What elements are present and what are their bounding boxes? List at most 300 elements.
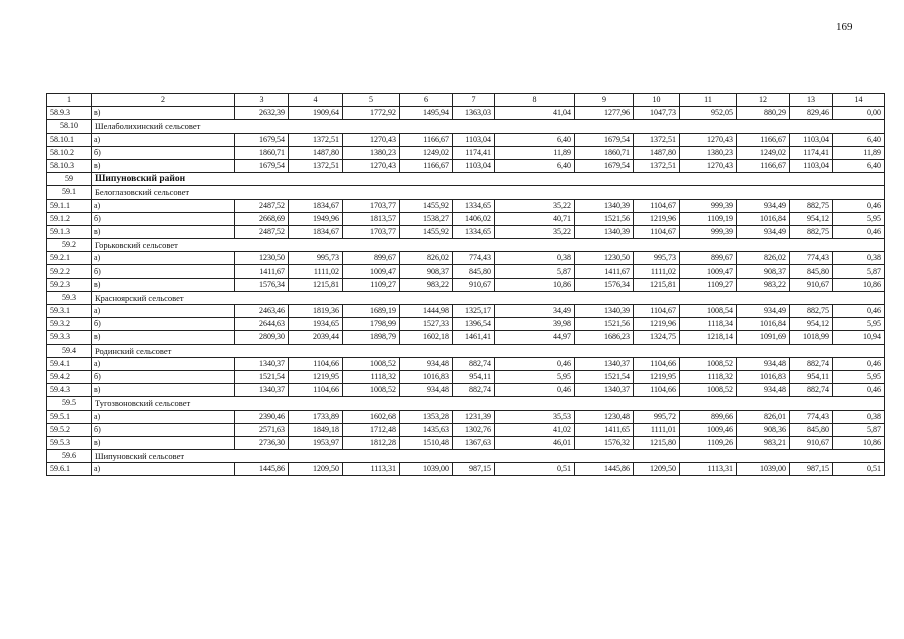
value-cell: 2039,44	[289, 331, 343, 344]
row-mark: б)	[92, 146, 235, 159]
section-row	[47, 186, 885, 199]
value-cell: 1487,80	[289, 146, 343, 159]
value-cell: 934,48	[400, 384, 453, 397]
value-cell: 1219,96	[634, 318, 680, 331]
row-code: 58.10.2	[47, 146, 92, 159]
row-code: 59.2.3	[47, 278, 92, 291]
value-cell: 1521,54	[235, 370, 289, 383]
table-row	[47, 159, 885, 172]
value-cell: 0,46	[833, 199, 885, 212]
value-cell: 954,11	[453, 370, 495, 383]
value-cell: 1576,34	[235, 278, 289, 291]
value-cell: 1363,03	[453, 107, 495, 120]
value-cell: 826,02	[400, 252, 453, 265]
value-cell: 954,11	[790, 370, 833, 383]
value-cell: 2809,30	[235, 331, 289, 344]
table-row	[47, 423, 885, 436]
row-mark: в)	[92, 331, 235, 344]
value-cell: 1091,69	[737, 331, 790, 344]
row-mark: в)	[92, 107, 235, 120]
table-row	[47, 225, 885, 238]
value-cell: 1113,31	[680, 463, 737, 476]
value-cell: 987,15	[453, 463, 495, 476]
section-title: Шелаболихинский сельсовет	[92, 120, 885, 133]
value-cell: 899,66	[680, 410, 737, 423]
district-title: Шипуновский район	[92, 173, 885, 186]
value-cell: 1380,23	[680, 146, 737, 159]
header-cell: 5	[343, 94, 400, 107]
table-row	[47, 318, 885, 331]
section-row	[47, 450, 885, 463]
value-cell: 1230,50	[235, 252, 289, 265]
value-cell: 1008,52	[680, 357, 737, 370]
value-cell: 1602,18	[400, 331, 453, 344]
value-cell: 1703,77	[343, 199, 400, 212]
value-cell: 880,29	[737, 107, 790, 120]
section-row	[47, 239, 885, 252]
value-cell: 0,46	[495, 384, 575, 397]
value-cell: 1686,23	[575, 331, 634, 344]
value-cell: 0,46	[833, 305, 885, 318]
value-cell: 1249,02	[400, 146, 453, 159]
value-cell: 1104,66	[289, 357, 343, 370]
value-cell: 1703,77	[343, 225, 400, 238]
value-cell: 5,95	[833, 212, 885, 225]
value-cell: 934,48	[737, 357, 790, 370]
value-cell: 39,98	[495, 318, 575, 331]
value-cell: 954,12	[790, 318, 833, 331]
value-cell: 1104,67	[634, 199, 680, 212]
value-cell: 1111,01	[634, 423, 680, 436]
row-code: 58.10.3	[47, 159, 92, 172]
value-cell: 1495,94	[400, 107, 453, 120]
section-row	[47, 397, 885, 410]
row-code: 59.4.1	[47, 357, 92, 370]
value-cell: 0,38	[495, 252, 575, 265]
value-cell: 1455,92	[400, 199, 453, 212]
value-cell: 954,12	[790, 212, 833, 225]
row-code: 59.5.1	[47, 410, 92, 423]
row-code: 58.9.3	[47, 107, 92, 120]
value-cell: 1406,02	[453, 212, 495, 225]
section-title: Шипуновский сельсовет	[92, 450, 885, 463]
value-cell: 0,38	[833, 252, 885, 265]
value-cell: 1372,51	[634, 159, 680, 172]
value-cell: 1812,28	[343, 436, 400, 449]
value-cell: 1104,66	[634, 384, 680, 397]
value-cell: 5,95	[833, 370, 885, 383]
value-cell: 1340,37	[575, 357, 634, 370]
value-cell: 1302,76	[453, 423, 495, 436]
value-cell: 1602,68	[343, 410, 400, 423]
value-cell: 6,40	[495, 159, 575, 172]
value-cell: 1016,84	[737, 318, 790, 331]
value-cell: 1018,99	[790, 331, 833, 344]
value-cell: 1016,83	[737, 370, 790, 383]
header-cell: 3	[235, 94, 289, 107]
value-cell: 1103,04	[453, 159, 495, 172]
value-cell: 1396,54	[453, 318, 495, 331]
table-row	[47, 252, 885, 265]
value-cell: 910,67	[453, 278, 495, 291]
value-cell: 882,75	[790, 225, 833, 238]
value-cell: 1219,95	[289, 370, 343, 383]
value-cell: 845,80	[453, 265, 495, 278]
value-cell: 1689,19	[343, 305, 400, 318]
row-code: 59.3	[47, 291, 92, 304]
value-cell: 6,40	[833, 133, 885, 146]
value-cell: 1104,66	[634, 357, 680, 370]
value-cell: 1679,54	[575, 159, 634, 172]
row-mark: б)	[92, 212, 235, 225]
value-cell: 2632,39	[235, 107, 289, 120]
row-code: 59.2.2	[47, 265, 92, 278]
row-code: 59.4.3	[47, 384, 92, 397]
value-cell: 0,46	[833, 225, 885, 238]
header-cell: 10	[634, 94, 680, 107]
header-cell: 9	[575, 94, 634, 107]
value-cell: 11,89	[833, 146, 885, 159]
value-cell: 1039,00	[737, 463, 790, 476]
value-cell: 1953,97	[289, 436, 343, 449]
value-cell: 1230,48	[575, 410, 634, 423]
value-cell: 2644,63	[235, 318, 289, 331]
value-cell: 2487,52	[235, 199, 289, 212]
value-cell: 10,86	[833, 436, 885, 449]
value-cell: 35,53	[495, 410, 575, 423]
value-cell: 1111,02	[289, 265, 343, 278]
value-cell: 1340,39	[575, 225, 634, 238]
value-cell: 908,37	[737, 265, 790, 278]
value-cell: 0,46	[495, 357, 575, 370]
section-title: Белоглазовский сельсовет	[92, 186, 885, 199]
value-cell: 5,87	[495, 265, 575, 278]
table-row	[47, 357, 885, 370]
value-cell: 995,73	[634, 252, 680, 265]
value-cell: 983,22	[400, 278, 453, 291]
row-mark: в)	[92, 278, 235, 291]
district-row	[47, 173, 885, 186]
value-cell: 1340,37	[235, 357, 289, 370]
value-cell: 1166,67	[737, 133, 790, 146]
value-cell: 1109,27	[680, 278, 737, 291]
table-row	[47, 265, 885, 278]
value-cell: 1445,86	[575, 463, 634, 476]
value-cell: 5,87	[833, 423, 885, 436]
row-mark: а)	[92, 133, 235, 146]
value-cell: 1679,54	[235, 159, 289, 172]
value-cell: 1538,27	[400, 212, 453, 225]
value-cell: 1008,52	[343, 357, 400, 370]
row-code: 59.2.1	[47, 252, 92, 265]
value-cell: 1819,36	[289, 305, 343, 318]
value-cell: 1009,47	[680, 265, 737, 278]
value-cell: 774,43	[790, 410, 833, 423]
table-row	[47, 305, 885, 318]
header-cell: 11	[680, 94, 737, 107]
header-cell: 13	[790, 94, 833, 107]
value-cell: 1455,92	[400, 225, 453, 238]
value-cell: 1461,41	[453, 331, 495, 344]
value-cell: 5,87	[833, 265, 885, 278]
value-cell: 774,43	[453, 252, 495, 265]
value-cell: 1047,73	[634, 107, 680, 120]
value-cell: 1909,64	[289, 107, 343, 120]
value-cell: 1334,65	[453, 199, 495, 212]
value-cell: 1270,43	[343, 159, 400, 172]
value-cell: 1576,32	[575, 436, 634, 449]
row-mark: а)	[92, 357, 235, 370]
page-number: 169	[836, 21, 853, 33]
row-mark: а)	[92, 305, 235, 318]
value-cell: 999,39	[680, 225, 737, 238]
row-mark: в)	[92, 436, 235, 449]
value-cell: 44,97	[495, 331, 575, 344]
value-cell: 1174,41	[453, 146, 495, 159]
row-code: 59.5.3	[47, 436, 92, 449]
value-cell: 1109,19	[680, 212, 737, 225]
value-cell: 1679,54	[235, 133, 289, 146]
value-cell: 1270,43	[343, 133, 400, 146]
value-cell: 1174,41	[790, 146, 833, 159]
header-cell: 8	[495, 94, 575, 107]
value-cell: 1860,71	[575, 146, 634, 159]
value-cell: 1166,67	[400, 159, 453, 172]
value-cell: 1215,80	[634, 436, 680, 449]
value-cell: 983,21	[737, 436, 790, 449]
header-cell: 4	[289, 94, 343, 107]
value-cell: 1231,39	[453, 410, 495, 423]
value-cell: 10,86	[833, 278, 885, 291]
table-row	[47, 212, 885, 225]
value-cell: 1103,04	[790, 133, 833, 146]
table-row	[47, 463, 885, 476]
row-mark: б)	[92, 423, 235, 436]
value-cell: 1016,83	[400, 370, 453, 383]
value-cell: 0,51	[833, 463, 885, 476]
value-cell: 0,38	[833, 410, 885, 423]
value-cell: 46,01	[495, 436, 575, 449]
row-mark: а)	[92, 410, 235, 423]
value-cell: 1521,56	[575, 212, 634, 225]
value-cell: 6,40	[495, 133, 575, 146]
value-cell: 1411,67	[235, 265, 289, 278]
value-cell: 5,95	[495, 370, 575, 383]
section-row	[47, 120, 885, 133]
row-code: 59.5	[47, 397, 92, 410]
row-mark: а)	[92, 252, 235, 265]
value-cell: 10,86	[495, 278, 575, 291]
value-cell: 952,05	[680, 107, 737, 120]
value-cell: 1118,32	[343, 370, 400, 383]
table-row	[47, 410, 885, 423]
value-cell: 882,74	[790, 384, 833, 397]
value-cell: 0,51	[495, 463, 575, 476]
value-cell: 934,49	[737, 305, 790, 318]
value-cell: 11,89	[495, 146, 575, 159]
header-cell: 1	[47, 94, 92, 107]
row-code: 59.1	[47, 186, 92, 199]
table-row	[47, 146, 885, 159]
table-row	[47, 133, 885, 146]
section-row	[47, 291, 885, 304]
value-cell: 774,43	[790, 252, 833, 265]
value-cell: 882,75	[790, 199, 833, 212]
value-cell: 1898,79	[343, 331, 400, 344]
value-cell: 999,39	[680, 199, 737, 212]
value-cell: 1277,96	[575, 107, 634, 120]
value-cell: 1411,65	[575, 423, 634, 436]
value-cell: 1798,99	[343, 318, 400, 331]
value-cell: 882,74	[453, 384, 495, 397]
value-cell: 1166,67	[400, 133, 453, 146]
value-cell: 5,95	[833, 318, 885, 331]
value-cell: 1325,17	[453, 305, 495, 318]
value-cell: 1772,92	[343, 107, 400, 120]
value-cell: 910,67	[790, 278, 833, 291]
value-cell: 1372,51	[289, 159, 343, 172]
row-mark: б)	[92, 318, 235, 331]
row-code: 59.2	[47, 239, 92, 252]
value-cell: 41,02	[495, 423, 575, 436]
value-cell: 1209,50	[289, 463, 343, 476]
value-cell: 2571,63	[235, 423, 289, 436]
value-cell: 899,67	[343, 252, 400, 265]
value-cell: 1103,04	[453, 133, 495, 146]
value-cell: 1104,66	[289, 384, 343, 397]
value-cell: 1340,37	[235, 384, 289, 397]
section-title: Красноярский сельсовет	[92, 291, 885, 304]
value-cell: 1435,63	[400, 423, 453, 436]
value-cell: 829,46	[790, 107, 833, 120]
value-cell: 882,74	[790, 357, 833, 370]
value-cell: 1008,52	[343, 384, 400, 397]
value-cell: 1109,26	[680, 436, 737, 449]
header-cell: 14	[833, 94, 885, 107]
row-code: 59.5.2	[47, 423, 92, 436]
value-cell: 1733,89	[289, 410, 343, 423]
value-cell: 1380,23	[343, 146, 400, 159]
value-cell: 1813,57	[343, 212, 400, 225]
value-cell: 2463,46	[235, 305, 289, 318]
value-cell: 1353,28	[400, 410, 453, 423]
section-row	[47, 344, 885, 357]
value-cell: 934,48	[400, 357, 453, 370]
value-cell: 1324,75	[634, 331, 680, 344]
table-row	[47, 370, 885, 383]
value-cell: 1118,32	[680, 370, 737, 383]
value-cell: 882,74	[453, 357, 495, 370]
value-cell: 1679,54	[575, 133, 634, 146]
value-cell: 0,46	[833, 384, 885, 397]
value-cell: 40,71	[495, 212, 575, 225]
tariff-table	[46, 93, 885, 476]
value-cell: 34,49	[495, 305, 575, 318]
value-cell: 1109,27	[343, 278, 400, 291]
value-cell: 934,49	[737, 199, 790, 212]
value-cell: 934,48	[737, 384, 790, 397]
row-code: 59.4	[47, 344, 92, 357]
table-row	[47, 278, 885, 291]
value-cell: 1218,14	[680, 331, 737, 344]
header-cell: 7	[453, 94, 495, 107]
value-cell: 1215,81	[289, 278, 343, 291]
row-mark: а)	[92, 199, 235, 212]
table-row	[47, 107, 885, 120]
value-cell: 1111,02	[634, 265, 680, 278]
value-cell: 1104,67	[634, 305, 680, 318]
table-row	[47, 199, 885, 212]
row-mark: а)	[92, 463, 235, 476]
value-cell: 1016,84	[737, 212, 790, 225]
value-cell: 1949,96	[289, 212, 343, 225]
value-cell: 35,22	[495, 225, 575, 238]
value-cell: 1230,50	[575, 252, 634, 265]
value-cell: 1334,65	[453, 225, 495, 238]
value-cell: 0,00	[833, 107, 885, 120]
row-code: 58.10.1	[47, 133, 92, 146]
value-cell: 1009,46	[680, 423, 737, 436]
table-row	[47, 384, 885, 397]
value-cell: 1712,48	[343, 423, 400, 436]
value-cell: 1340,39	[575, 305, 634, 318]
value-cell: 2736,30	[235, 436, 289, 449]
row-code: 59.3.3	[47, 331, 92, 344]
value-cell: 35,22	[495, 199, 575, 212]
value-cell: 2487,52	[235, 225, 289, 238]
value-cell: 1008,52	[680, 384, 737, 397]
row-code: 59.4.2	[47, 370, 92, 383]
value-cell: 1411,67	[575, 265, 634, 278]
value-cell: 1270,43	[680, 159, 737, 172]
value-cell: 1521,56	[575, 318, 634, 331]
row-mark: б)	[92, 370, 235, 383]
value-cell: 1219,96	[634, 212, 680, 225]
value-cell: 1104,67	[634, 225, 680, 238]
row-code: 58.10	[47, 120, 92, 133]
value-cell: 1510,48	[400, 436, 453, 449]
value-cell: 845,80	[790, 423, 833, 436]
section-title: Тугозвоновский сельсовет	[92, 397, 885, 410]
row-mark: в)	[92, 225, 235, 238]
header-cell: 6	[400, 94, 453, 107]
header-cell: 12	[737, 94, 790, 107]
value-cell: 1118,34	[680, 318, 737, 331]
value-cell: 2390,46	[235, 410, 289, 423]
value-cell: 1849,18	[289, 423, 343, 436]
table-row	[47, 331, 885, 344]
table-row	[47, 436, 885, 449]
row-code: 59.1.1	[47, 199, 92, 212]
value-cell: 1008,54	[680, 305, 737, 318]
row-code: 59.6	[47, 450, 92, 463]
value-cell: 1340,39	[575, 199, 634, 212]
value-cell: 1487,80	[634, 146, 680, 159]
value-cell: 1527,33	[400, 318, 453, 331]
value-cell: 899,67	[680, 252, 737, 265]
value-cell: 1209,50	[634, 463, 680, 476]
value-cell: 1166,67	[737, 159, 790, 172]
value-cell: 987,15	[790, 463, 833, 476]
value-cell: 1039,00	[400, 463, 453, 476]
value-cell: 845,80	[790, 265, 833, 278]
value-cell: 1009,47	[343, 265, 400, 278]
row-code: 59.3.1	[47, 305, 92, 318]
value-cell: 1444,98	[400, 305, 453, 318]
row-code: 59.3.2	[47, 318, 92, 331]
value-cell: 1215,81	[634, 278, 680, 291]
value-cell: 1113,31	[343, 463, 400, 476]
